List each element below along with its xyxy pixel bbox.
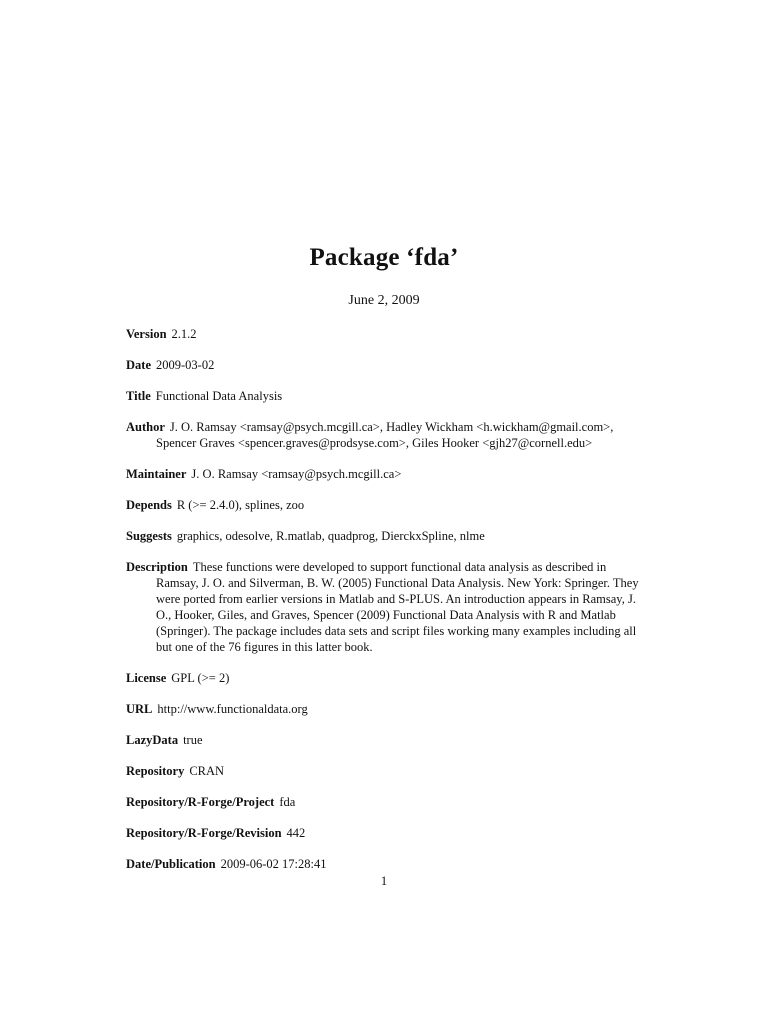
field-key: Date/Publication — [126, 857, 216, 871]
field-title — [126, 388, 646, 404]
field-value: J. O. Ramsay <ramsay@psych.mcgill.ca>, Hadley Wickham <h.wickham@gmail.com>, Spencer Graves <spencer.graves@prodsyse.com>, Giles Hooker <gjh27@cornell.edu> — [156, 420, 614, 450]
field-maintainer — [126, 466, 646, 482]
field-value: These functions were developed to support functional data analysis as described in Ramsay, J. O. and Silverman, B. W. (2005) Functional Data Analysis. New York: Springer. They were ported from earlier versions in Matlab and S-PLUS. An introduction appears in Ramsay, J. O., Hooker, Giles, and Graves, Spencer (2009) Functional Data Analysis with R and Matlab (Springer). The package includes data sets and script files working many examples including all but one of the 76 figures in this latter book. — [156, 560, 639, 654]
field-key: URL — [126, 702, 153, 716]
document-date: June 2, 2009 — [348, 293, 420, 308]
field-value: true — [183, 733, 203, 747]
field-author — [126, 419, 646, 451]
field-value: 2.1.2 — [171, 327, 197, 341]
field-key: Title — [126, 389, 151, 403]
field-key: Suggests — [126, 529, 172, 543]
field-key: Description — [126, 560, 188, 574]
url-link[interactable]: http://www.functionaldata.org — [157, 702, 308, 716]
field-value: 442 — [286, 826, 306, 840]
field-rforge-project — [126, 794, 646, 810]
field-rforge-revision — [126, 825, 646, 841]
field-value: 2009-03-02 — [156, 358, 215, 372]
page-title: Package ‘fda’ — [309, 244, 459, 271]
field-value: 2009-06-02 17:28:41 — [220, 857, 327, 871]
field-url — [126, 701, 646, 717]
field-value: J. O. Ramsay <ramsay@psych.mcgill.ca> — [191, 467, 402, 481]
field-repository — [126, 763, 646, 779]
field-value: Functional Data Analysis — [155, 389, 283, 403]
field-depends — [126, 497, 646, 513]
field-version — [126, 326, 646, 342]
field-key: LazyData — [126, 733, 179, 747]
field-key: Version — [126, 327, 167, 341]
field-suggests — [126, 528, 646, 544]
page-number: 1 — [380, 874, 388, 888]
field-description — [126, 559, 646, 655]
field-key: Repository/R-Forge/Project — [126, 795, 275, 809]
field-date — [126, 357, 646, 373]
field-value: R (>= 2.4.0), splines, zoo — [176, 498, 305, 512]
field-value: CRAN — [189, 764, 225, 778]
field-value: GPL (>= 2) — [171, 671, 230, 685]
field-key: Author — [126, 420, 165, 434]
field-value: graphics, odesolve, R.matlab, quadprog, DierckxSpline, nlme — [176, 529, 485, 543]
field-key: Date — [126, 358, 151, 372]
package-fields — [126, 326, 646, 887]
field-key: License — [126, 671, 167, 685]
field-lazydata — [126, 732, 646, 748]
field-license — [126, 670, 646, 686]
field-key: Depends — [126, 498, 172, 512]
field-publication — [126, 856, 646, 872]
field-key: Repository/R-Forge/Revision — [126, 826, 282, 840]
field-key: Repository — [126, 764, 185, 778]
field-key: Maintainer — [126, 467, 187, 481]
field-value: fda — [279, 795, 296, 809]
